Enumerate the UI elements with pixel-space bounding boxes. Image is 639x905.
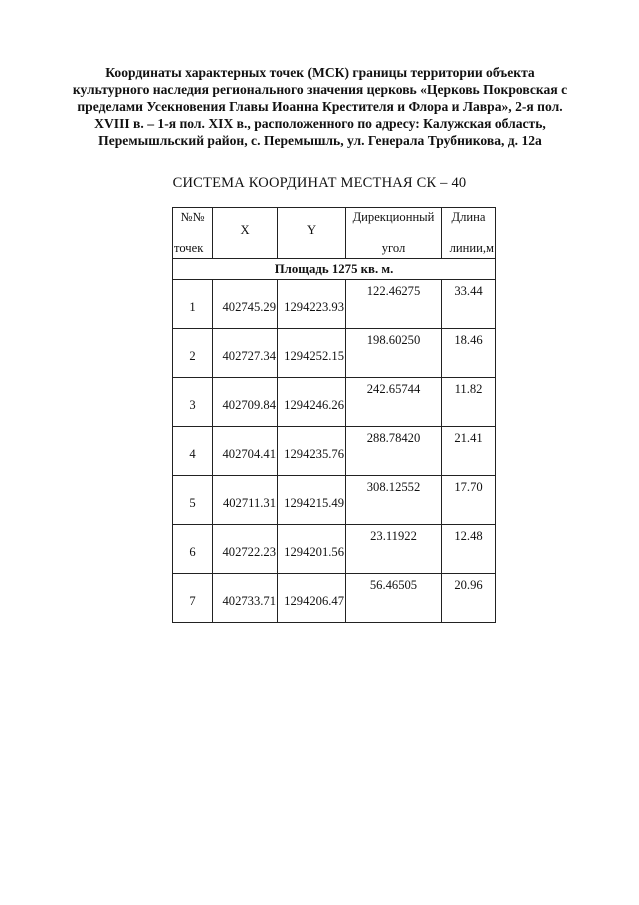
x-value: 402722.23 bbox=[222, 545, 276, 559]
table-row bbox=[173, 525, 496, 574]
table-row bbox=[173, 476, 496, 525]
x-cell bbox=[213, 525, 278, 574]
point-number: 2 bbox=[189, 349, 196, 363]
table-header-row bbox=[173, 208, 496, 259]
header-point-number bbox=[173, 208, 213, 259]
angle-cell bbox=[346, 574, 442, 623]
table-row bbox=[173, 280, 496, 329]
x-value: 402709.84 bbox=[222, 398, 276, 412]
angle-value: 198.60250 bbox=[366, 333, 421, 347]
x-cell bbox=[213, 329, 278, 378]
length-cell bbox=[442, 574, 496, 623]
length-cell bbox=[442, 476, 496, 525]
angle-cell bbox=[346, 476, 442, 525]
length-value: 21.41 bbox=[454, 431, 483, 445]
header-points-label: точек bbox=[174, 241, 204, 255]
length-cell bbox=[442, 329, 496, 378]
length-value: 33.44 bbox=[454, 284, 483, 298]
y-value: 1294246.26 bbox=[284, 398, 344, 412]
y-cell bbox=[278, 427, 346, 476]
y-value: 1294206.47 bbox=[284, 594, 344, 608]
x-cell bbox=[213, 280, 278, 329]
length-cell bbox=[442, 525, 496, 574]
length-value: 20.96 bbox=[454, 578, 483, 592]
length-value: 17.70 bbox=[454, 480, 483, 494]
table-row bbox=[173, 574, 496, 623]
table-row bbox=[173, 378, 496, 427]
x-value: 402745.29 bbox=[222, 300, 276, 314]
x-cell bbox=[213, 427, 278, 476]
length-value: 11.82 bbox=[454, 382, 483, 396]
point-number: 3 bbox=[189, 398, 196, 412]
heading-line: культурного наследия регионального значения церковь «Церковь Покровская с bbox=[72, 82, 568, 97]
header-number-symbol: №№ bbox=[180, 210, 205, 224]
header-angle-label-bottom: угол bbox=[381, 241, 406, 255]
header-direction-angle bbox=[346, 208, 442, 259]
coordinates-table bbox=[172, 207, 496, 623]
y-cell bbox=[278, 574, 346, 623]
angle-value: 122.46275 bbox=[366, 284, 421, 298]
y-cell bbox=[278, 476, 346, 525]
header-angle-label-top: Дирекционный bbox=[352, 210, 435, 224]
x-cell bbox=[213, 476, 278, 525]
point-number-cell bbox=[173, 280, 213, 329]
table-row bbox=[173, 427, 496, 476]
point-number-cell bbox=[173, 378, 213, 427]
heading-line: Перемышльский район, с. Перемышль, ул. Генерала Трубникова, д. 12а bbox=[98, 133, 542, 148]
area-row bbox=[173, 259, 496, 280]
angle-value: 288.78420 bbox=[366, 431, 421, 445]
point-number: 5 bbox=[189, 496, 196, 510]
x-value: 402727.34 bbox=[222, 349, 276, 363]
y-cell bbox=[278, 525, 346, 574]
point-number: 7 bbox=[189, 594, 196, 608]
length-value: 12.48 bbox=[454, 529, 483, 543]
table-row bbox=[173, 329, 496, 378]
angle-value: 308.12552 bbox=[366, 480, 421, 494]
area-value: Площадь 1275 кв. м. bbox=[173, 259, 496, 280]
x-cell bbox=[213, 574, 278, 623]
header-line-length bbox=[442, 208, 496, 259]
point-number-cell bbox=[173, 329, 213, 378]
header-length-label-top: Длина bbox=[451, 210, 486, 224]
y-cell bbox=[278, 280, 346, 329]
heading-line: пределами Усекновения Главы Иоанна Крестителя и Флора и Лавра», 2-я пол. bbox=[77, 99, 563, 114]
length-cell bbox=[442, 378, 496, 427]
point-number-cell bbox=[173, 574, 213, 623]
angle-cell bbox=[346, 280, 442, 329]
point-number-cell bbox=[173, 476, 213, 525]
y-value: 1294252.15 bbox=[284, 349, 344, 363]
length-cell bbox=[442, 280, 496, 329]
y-value: 1294223.93 bbox=[284, 300, 344, 314]
angle-cell bbox=[346, 427, 442, 476]
angle-cell bbox=[346, 525, 442, 574]
angle-value: 56.46505 bbox=[369, 578, 418, 592]
length-value: 18.46 bbox=[454, 333, 483, 347]
point-number-cell bbox=[173, 427, 213, 476]
point-number-cell bbox=[173, 525, 213, 574]
header-length-label-bottom: линии,м bbox=[449, 241, 494, 255]
y-cell bbox=[278, 329, 346, 378]
heading-line: XVIII в. – 1-я пол. XIX в., расположенного по адресу: Калужская область, bbox=[94, 116, 546, 131]
y-value: 1294201.56 bbox=[284, 545, 344, 559]
angle-value: 242.65744 bbox=[366, 382, 421, 396]
x-cell bbox=[213, 378, 278, 427]
heading-line: Координаты характерных точек (МСК) границы территории объекта bbox=[105, 65, 535, 80]
header-y-label: Y bbox=[306, 223, 317, 237]
angle-value: 23.11922 bbox=[370, 529, 417, 543]
angle-cell bbox=[346, 378, 442, 427]
coordinate-system-title: СИСТЕМА КООРДИНАТ МЕСТНАЯ СК – 40 bbox=[172, 175, 467, 191]
header-y bbox=[278, 208, 346, 259]
header-x-label: X bbox=[240, 223, 250, 237]
document-heading bbox=[40, 64, 600, 149]
angle-cell bbox=[346, 329, 442, 378]
y-value: 1294235.76 bbox=[284, 447, 344, 461]
point-number: 1 bbox=[189, 300, 196, 314]
x-value: 402733.71 bbox=[222, 594, 276, 608]
x-value: 402704.41 bbox=[222, 447, 276, 461]
y-cell bbox=[278, 378, 346, 427]
y-value: 1294215.49 bbox=[284, 496, 344, 510]
length-cell bbox=[442, 427, 496, 476]
point-number: 6 bbox=[189, 545, 196, 559]
header-x bbox=[213, 208, 278, 259]
point-number: 4 bbox=[189, 447, 196, 461]
x-value: 402711.31 bbox=[222, 496, 276, 510]
